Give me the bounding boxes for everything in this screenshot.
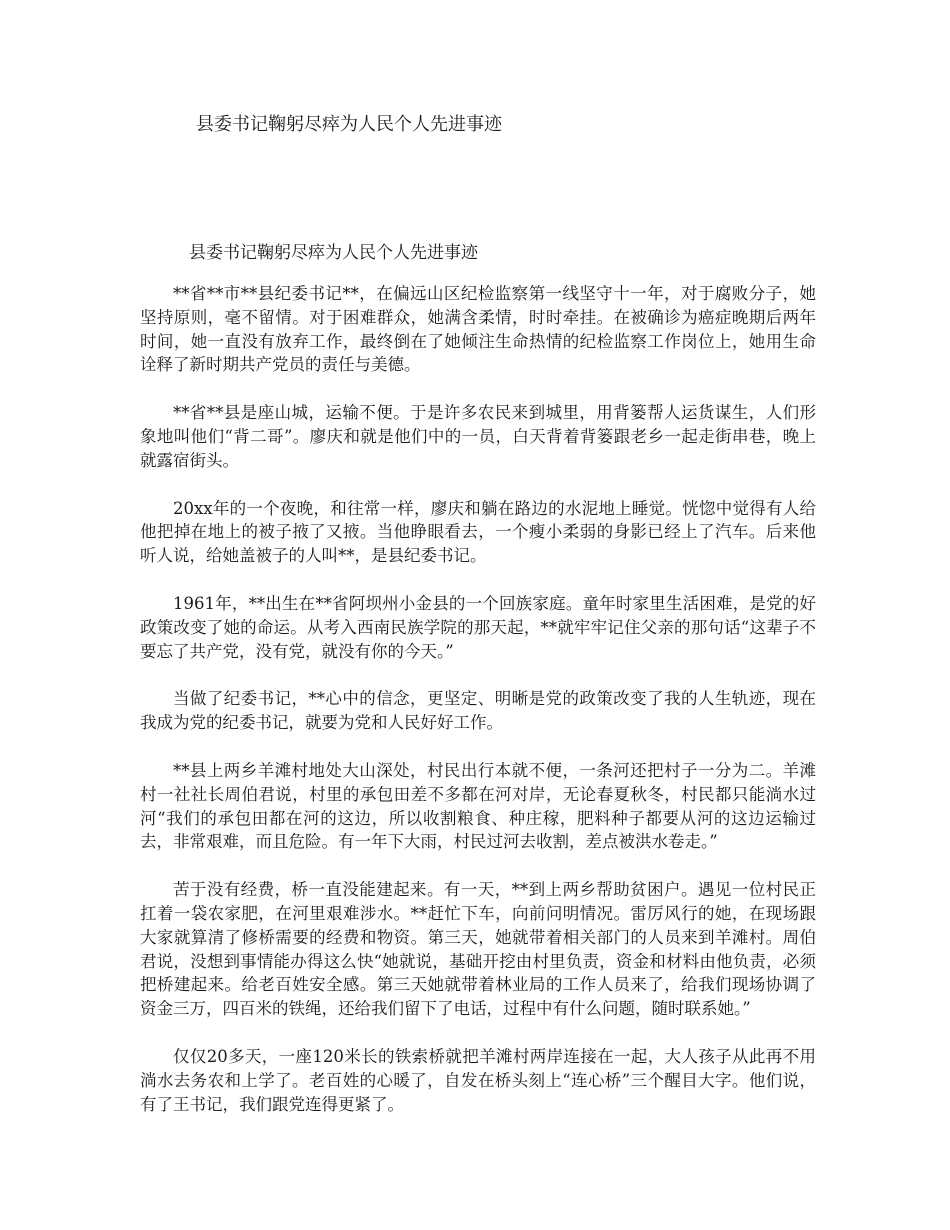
paragraph: **县上两乡羊滩村地处大山深处，村民出行本就不便，一条河还把村子一分为二。羊滩村一社社长周伯君说，村里的承包田差不多都在河对岸，无论春夏秋冬，村民都只能淌水过河“我们的承包田都在河的这边，所以收割粮食、种庄稼，肥料种子都要从河的这边运输过去，非常艰难，而且危险。有一年下大雨，村民过河去收割，差点被洪水卷走。” xyxy=(140,760,816,852)
article-body xyxy=(140,282,816,1140)
paragraph: **省**市**县纪委书记**，在偏远山区纪检监察第一线坚守十一年，对于腐败分子，她坚持原则，毫不留情。对于困难群众，她满含柔情，时时牵挂。在被确诊为癌症晚期后两年时间，她一直没有放弃工作，最终倒在了她倾注生命热情的纪检监察工作岗位上，她用生命诠释了新时期共产党员的责任与美德。 xyxy=(140,284,816,375)
paragraph: 当做了纪委书记，**心中的信念，更坚定、明晰是党的政策改变了我的人生轨迹，现在我成为党的纪委书记，就要为党和人民好好工作。 xyxy=(140,689,816,733)
paragraph: 20xx年的一个夜晚，和往常一样，廖庆和躺在路边的水泥地上睡觉。恍惚中觉得有人给他把掉在地上的被子掖了又掖。当他睁眼看去，一个瘦小柔弱的身影已经上了汽车。后来他听人说，给她盖被子的人叫**，是县纪委书记。 xyxy=(140,498,816,566)
paragraph: 苦于没有经费，桥一直没能建起来。有一天，**到上两乡帮助贫困户。遇见一位村民正扛着一袋农家肥，在河里艰难涉水。**赶忙下车，向前问明情况。雷厉风行的她，在现场跟大家就算清了修桥需要的经费和物资。第三天，她就带着相关部门的人员来到羊滩村。周伯君说，没想到事情能办得这么快“她就说，基础开挖由村里负责，资金和材料由他负责，必须把桥建起来。给老百姓安全感。第三天她就带着林业局的工作人员来了，给我们现场协调了资金三万，四百米的铁绳，还给我们留下了电话，过程中有什么问题，随时联系她。” xyxy=(140,880,816,1019)
document-title: 县委书记鞠躬尽瘁为人民个人先进事迹 xyxy=(196,114,502,135)
article-title: 县委书记鞠躬尽瘁为人民个人先进事迹 xyxy=(189,243,478,263)
paragraph: 仅仅20多天，一座120米长的铁索桥就把羊滩村两岸连接在一起，大人孩子从此再不用淌水去务农和上学了。老百姓的心暖了，自发在桥头刻上“连心桥”三个醒目大字。他们说，有了王书记，我们跟党连得更紧了。 xyxy=(140,1046,816,1114)
paragraph: **省**县是座山城，运输不便。于是许多农民来到城里，用背篓帮人运货谋生，人们形象地叫他们“背二哥”。廖庆和就是他们中的一员，白天背着背篓跟老乡一起走街串巷，晚上就露宿街头。 xyxy=(140,403,816,470)
paragraph: 1961年，**出生在**省阿坝州小金县的一个回族家庭。童年时家里生活困难，是党的好政策改变了她的命运。从考入西南民族学院的那天起，**就牢牢记住父亲的那句话“这辈子不要忘了共产党，没有党，就没有你的今天。” xyxy=(140,593,816,661)
